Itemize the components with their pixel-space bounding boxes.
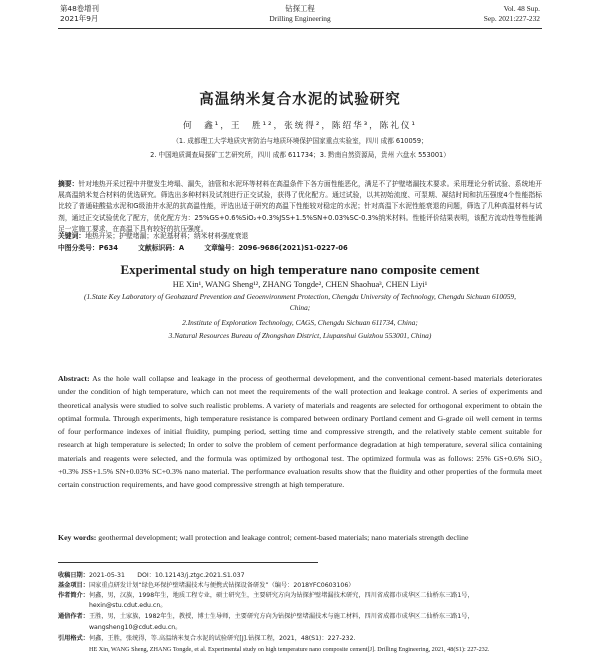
keywords-cn-text: 地热开采；护壁堵漏；水泥基材料；纳米材料强度衰退 xyxy=(85,232,249,240)
keywords-en-text: geothermal development; wall protection and leakage control; cement-based materials; nano materials strength decline xyxy=(98,533,469,542)
authors-en: HE Xin¹, WANG Sheng¹², ZHANG Tongde², CHEN Shaohua³, CHEN Liyi¹ xyxy=(172,280,428,289)
abstract-en-text: As the hole wall collapse and leakage in the process of geothermal development, and the conventional cement-based materials deteriorates under the condition of high temperature, which can not meet the requirements of the wall protection and leakage control. A series of experiments and theoretical analysis were studied to solve such realistic problems. A variety of materials and reagents are selected for orthogonal experiment to obtain the optimal formula. Through experiments, high temperature resistance is compared between ordinary Portland cement and G-grade oil well cement in terms of four performance indexes of initial fluidity, pumping period, setting time and compressive strength, and the relatively stable cement suitable for research at high temperature is selected; In order to solve the problem of cement performance degradation at high temperature, several silica containing materials and reagents were selected, and the formula was optimized by orthogonal test. The optimized formula was as follows: 25% GS+0.6% SiO₂ +0.3% JSS+1.5% SN+0.03% SC+0.3% nano material. The performance evaluation results show that the fluidity and other properties of the formula meet certain construction requirements, and have good compressive strength at high temperature. xyxy=(58,374,542,490)
footnote-received-text: 2021-05-31 DOI：10.12143/j.ztgc.2021.S1.037 xyxy=(88,572,245,579)
header-volume-cn: 第48卷增刊 xyxy=(60,4,99,13)
footnote-citation-cn-text: 何鑫，王胜，张统得，等.高温纳米复合水泥的试验研究[J].钻探工程，2021，48(S1)：227-232. xyxy=(88,635,356,642)
header-rule xyxy=(58,28,542,29)
document-code: 文献标识码：A xyxy=(138,244,185,252)
footnote-author-email xyxy=(58,601,573,610)
footnote-received-label: 收稿日期： xyxy=(58,572,89,579)
footnote-corresponding-email-text: wangsheng10@cdut.edu.cn。 xyxy=(89,624,182,631)
affiliation-cn-1: （1. 成都理工大学地质灾害防治与地质环境保护国家重点实验室，四川 成都 610059； xyxy=(172,137,428,145)
footnote-received xyxy=(58,571,542,580)
abstract-en-label: Abstract: xyxy=(58,374,90,383)
affiliation-cn-2: 2. 中国地质调查局探矿工艺研究所，四川 成都 611734；3. 黔南自然资源局，贵州 六盘水 553001） xyxy=(150,151,450,159)
header-left xyxy=(60,4,140,24)
footnote-author-email-text: hexin@stu.cdut.edu.cn。 xyxy=(89,602,167,609)
footnote-citation-cn xyxy=(58,634,542,643)
abstract-en xyxy=(58,372,542,492)
header-right xyxy=(440,4,540,24)
title-cn: 高温纳米复合水泥的试验研究 xyxy=(199,92,401,108)
footnote-corresponding-text: 王胜，男，土家族，1982年生，教授，博士生导师，主要研究方向为钻探护壁堵漏技术与施工材料，四川省成都市成华区二仙桥东三路1号， xyxy=(88,613,474,620)
classification-row xyxy=(58,243,542,253)
header-center xyxy=(210,4,390,24)
header-volume-en: Vol. 48 Sup. xyxy=(503,4,540,13)
abstract-cn-text: 针对地热开采过程中井壁发生垮塌、漏失，油管和水泥环等材料在高温条件下各方面性能恶化，满足不了护壁堵漏技术要求。采用理论分析试验、系统地开展高温纳米复合材料的优选研究。筛选出多种材料及试剂进行正交试验，获得了优化配方。通过试验，以其初始流度、可泵期、凝结时间和抗压强度4个性能指标比较了普通硅酸盐水泥和G级油井水泥的抗高温性能，评选出适于研究的高温下性能较对稳定的水泥；针对高温下水泥性能衰退的问题，筛选了几种高温材料与试剂，通过正交试验优化了配方，优化配方为：25%GS+0.6%SiO₂+0.3%JSS+1.5%SN+0.03%SC-0.3%纳米材料。性能评价结果表明，该配方流动性等性能满足一定施工要求，在高温下具有较好的抗压强度。 xyxy=(58,180,542,233)
header-date-en: Sep. 2021:227-232 xyxy=(483,14,540,23)
footnote-corresponding xyxy=(58,612,542,621)
clc-number: 中图分类号：P634 xyxy=(58,244,118,252)
footnote-corresponding-label: 通信作者： xyxy=(58,613,89,620)
title-en: Experimental study on high temperature nano composite cement xyxy=(120,262,480,277)
footnote-funding-label: 基金项目： xyxy=(58,582,89,589)
keywords-en xyxy=(58,532,542,545)
footnote-citation-label: 引用格式： xyxy=(58,635,89,642)
keywords-cn-label: 关键词： xyxy=(58,232,86,240)
footnote-author-bio-label: 作者简介： xyxy=(58,592,89,599)
keywords-en-label: Key words: xyxy=(58,533,97,542)
affiliation-en-3: 3.Natural Resources Bureau of Zhongshan District, Liupanshui Guizhou 553001, China) xyxy=(168,331,432,340)
footnote-author-bio xyxy=(58,591,542,600)
keywords-cn xyxy=(58,231,542,242)
authors-cn: 何 鑫¹，王 胜¹²，张统得²，陈绍华³，陈礼仪¹ xyxy=(183,121,417,131)
abstract-cn-label: 摘要： xyxy=(58,180,79,188)
footnote-citation-en xyxy=(58,645,573,654)
footnote-funding xyxy=(58,581,542,590)
footnote-separator xyxy=(58,562,318,563)
footnote-corresponding-email xyxy=(58,623,573,632)
affiliation-en-1: (1.State Key Laboratory of Geohazard Prevention and Geoenvironment Protection, Chengdu University of Technology, Chengdu Sichuan 610059, China; xyxy=(84,292,516,312)
journal-name-en: Drilling Engineering xyxy=(269,14,331,23)
journal-name-cn: 钻探工程 xyxy=(285,4,315,13)
abstract-cn xyxy=(58,179,542,235)
header-date-cn: 2021年9月 xyxy=(60,14,99,23)
affiliation-en-2: 2.Institute of Exploration Technology, CAGS, Chengdu Sichuan 611734, China; xyxy=(182,318,418,327)
footnote-author-bio-text: 何鑫，男，汉族，1998年生，地质工程专业，硕士研究生，主要研究方向为钻探护壁堵漏技术研究，四川省成都市成华区二仙桥东三路1号， xyxy=(88,592,474,599)
footnote-citation-en-text: HE Xin, WANG Sheng, ZHANG Tongde, et al. Experimental study on high temperature nano composite cement[J]. Drilling Engineering, 2021, 48(S1): 227-232. xyxy=(89,646,490,653)
article-number: 文章编号：2096-9686(2021)S1-0227-06 xyxy=(204,244,348,252)
footnote-funding-text: 国家重点研发计划“绿色环保护壁堵漏技术与便携式钻探设备研发”（编号：2018YFC0603106） xyxy=(88,582,355,589)
